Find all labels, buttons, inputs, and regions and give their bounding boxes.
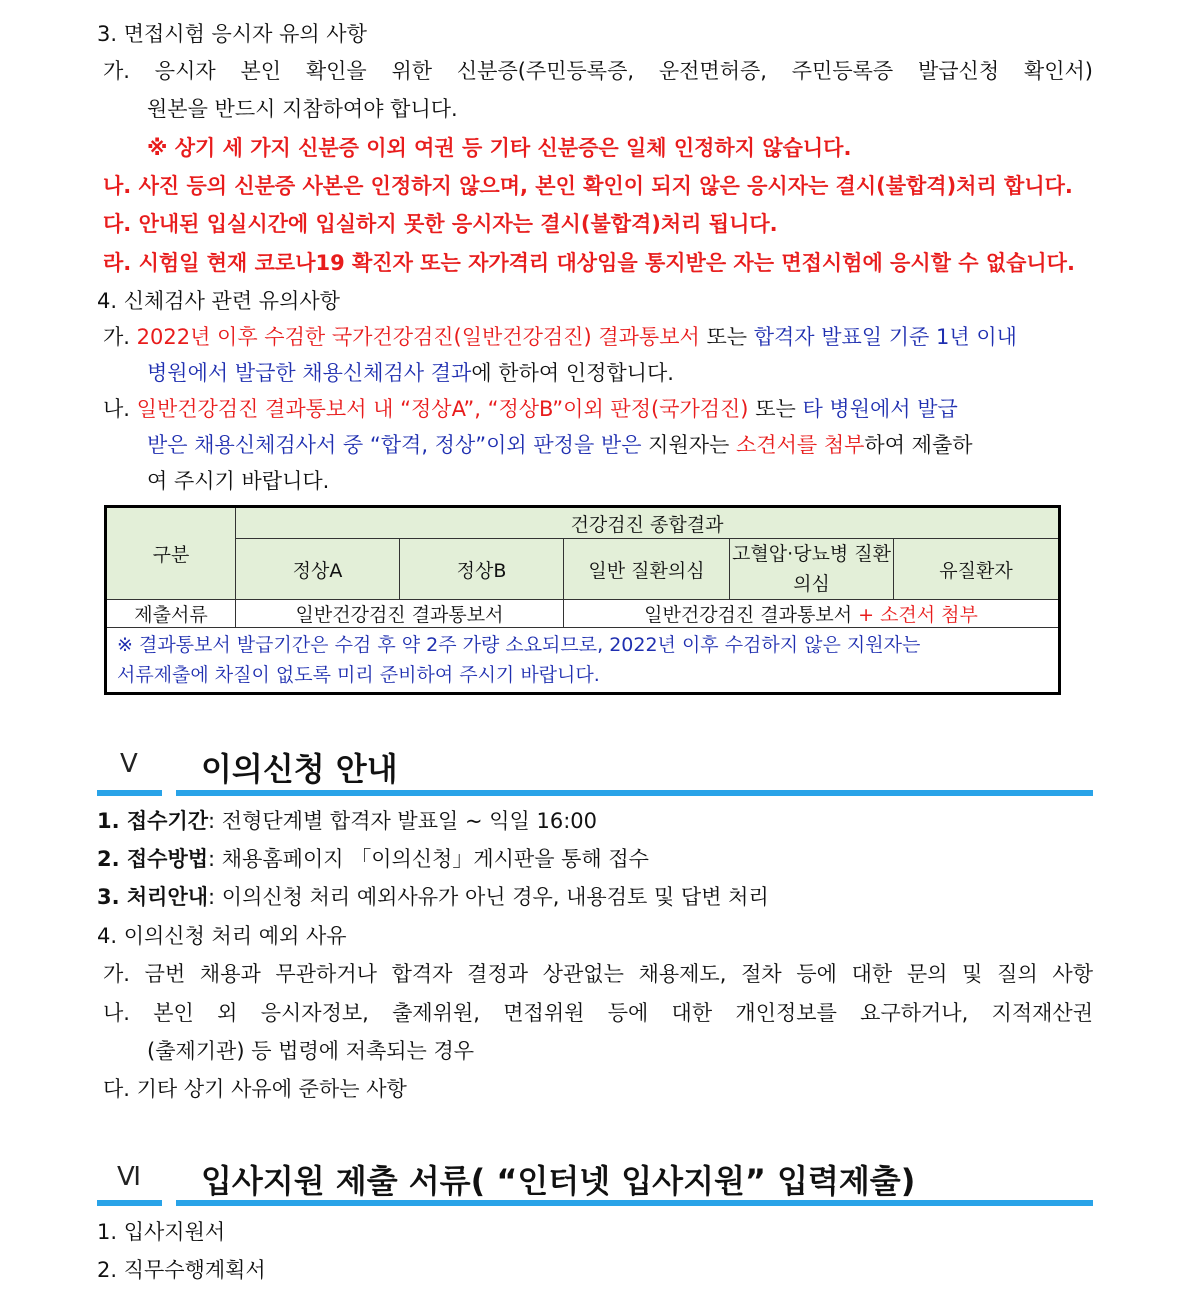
section5-bar-right xyxy=(176,790,1093,796)
section5-number: Ⅴ xyxy=(120,749,138,779)
table-header-gubun: 구분 xyxy=(106,507,236,600)
section6-number: Ⅵ xyxy=(117,1162,141,1192)
table-col-normal-a: 정상A xyxy=(236,539,400,600)
sec3-ga-line2: 원본을 반드시 지참하여야 합니다. xyxy=(147,97,458,121)
table-doc-rest: 일반건강검진 결과통보서 + 소견서 첨부 xyxy=(564,600,1060,628)
sec3-da: 다. 안내된 입실시간에 입실하지 못한 응시자는 결시(불합격)처리 됩니다. xyxy=(103,212,778,236)
table-col-general: 일반 질환의심 xyxy=(564,539,730,600)
sec5-da: 다. 기타 상기 사유에 준하는 사항 xyxy=(103,1077,407,1101)
sec5-item-1: 1. 접수기간: 전형단계별 합격자 발표일 ~ 익일 16:00 xyxy=(97,809,598,833)
table-note: ※ 결과통보서 발급기간은 수검 후 약 2주 가량 소요되므로, 2022년 이후 수검하지 않은 지원자는 서류제출에 차질이 없도록 미리 준비하여 주시기 바랍니다. xyxy=(106,628,1060,694)
sec3-ga-line1: 가. 응시자 본인 확인을 위한 신분증(주민등록증, 운전면허증, 주민등록증 발급신청 확인서) xyxy=(103,59,1093,83)
sec5-item-4: 4. 이의신청 처리 예외 사유 xyxy=(97,924,347,948)
sec5-item-3: 3. 처리안내: 이의신청 처리 예외사유가 아닌 경우, 내용검토 및 답변 처리 xyxy=(97,885,769,909)
sec6-item-2: 2. 직무수행계획서 xyxy=(97,1258,266,1282)
sec4-na-line1: 나. 일반건강검진 결과통보서 내 “정상A”, “정상B”이외 판정(국가검진) 또는 타 병원에서 발급 xyxy=(103,397,958,421)
section6-bar-left xyxy=(97,1200,162,1206)
sec5-ga: 가. 금번 채용과 무관하거나 합격자 결정과 상관없는 채용제도, 절차 등에 대한 문의 및 질의 사항 xyxy=(103,962,1093,986)
sec4-ga-line1: 가. 2022년 이후 수검한 국가건강검진(일반건강검진) 결과통보서 또는 합격자 발표일 기준 1년 이내 xyxy=(103,325,1017,349)
table-col-hypertension: 고혈압·당뇨병 질환의심 xyxy=(730,539,894,600)
table-group-header: 건강검진 종합결과 xyxy=(236,507,1060,539)
sec4-na-line3: 여 주시기 바랍니다. xyxy=(147,469,330,493)
sec6-item-1: 1. 입사지원서 xyxy=(97,1220,226,1244)
table-doc-ab: 일반건강검진 결과통보서 xyxy=(236,600,564,628)
sec3-id-note: ※ 상기 세 가지 신분증 이외 여권 등 기타 신분증은 일체 인정하지 않습니다. xyxy=(147,136,852,160)
sec5-item-2: 2. 접수방법: 채용홈페이지 「이의신청」게시판을 통해 접수 xyxy=(97,847,649,871)
table-col-disease: 유질환자 xyxy=(894,539,1060,600)
section6-bar-right xyxy=(176,1200,1093,1206)
table-col-normal-b: 정상B xyxy=(400,539,564,600)
sec3-heading: 3. 면접시험 응시자 유의 사항 xyxy=(97,22,367,46)
sec3-na: 나. 사진 등의 신분증 사본은 인정하지 않으며, 본인 확인이 되지 않은 응시자는 결시(불합격)처리 합니다. xyxy=(103,174,1073,198)
sec5-na-line1: 나. 본인 외 응시자정보, 출제위원, 면접위원 등에 대한 개인정보를 요구하거나, 지적재산권 xyxy=(103,1001,1093,1025)
section5-title: 이의신청 안내 xyxy=(201,750,398,788)
section5-bar-left xyxy=(97,790,162,796)
sec4-ga-line2: 병원에서 발급한 채용신체검사 결과에 한하여 인정합니다. xyxy=(147,361,674,385)
sec4-na-line2: 받은 채용신체검사서 중 “합격, 정상”이외 판정을 받은 지원자는 소견서를 첨부하여 제출하 xyxy=(147,433,973,457)
sec3-ra: 라. 시험일 현재 코로나19 확진자 또는 자가격리 대상임을 통지받은 자는 면접시험에 응시할 수 없습니다. xyxy=(103,251,1075,275)
sec4-heading: 4. 신체검사 관련 유의사항 xyxy=(97,289,340,313)
section6-title: 입사지원 제출 서류( “인터넷 입사지원” 입력제출) xyxy=(201,1162,916,1200)
health-result-table xyxy=(104,505,1061,695)
table-row-label: 제출서류 xyxy=(106,600,236,628)
sec5-na-line2: (출제기관) 등 법령에 저촉되는 경우 xyxy=(147,1039,475,1063)
